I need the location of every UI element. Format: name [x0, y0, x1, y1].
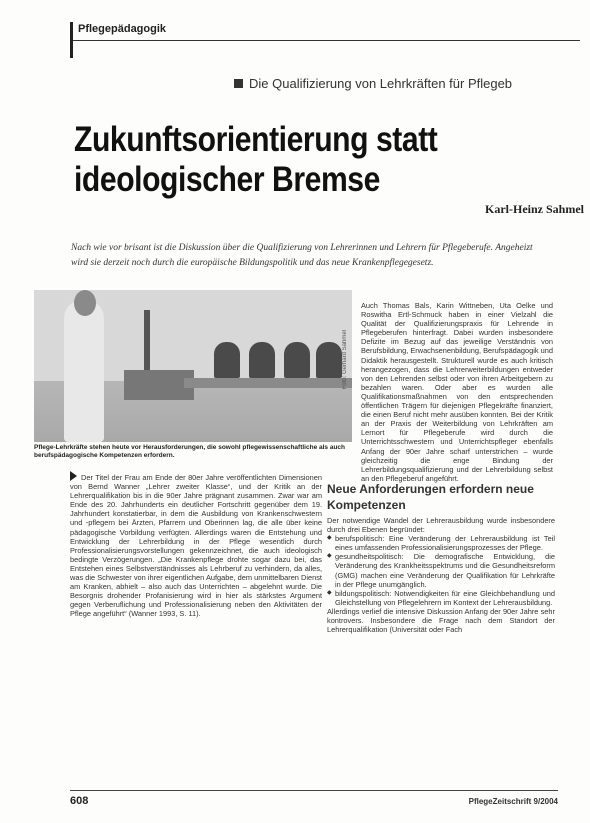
photo-credit: Foto: Gerhard Sahmel — [342, 330, 348, 390]
title-line-2: ideologischer Bremse — [74, 160, 380, 199]
kicker-text: Die Qualifizierung von Lehrkräften für Pflegeb — [249, 76, 513, 91]
arrow-right-icon — [70, 471, 77, 481]
bullet-item: ◆ bildungspolitisch: Notwendigkeiten für eine Gleichbehandlung und Gleichstellung von Pflegelehrern im Kontext der Lehrerausbildung. — [327, 589, 555, 607]
footer-rule — [70, 790, 558, 791]
title-line-1: Zukunftsorientierung statt — [74, 120, 438, 159]
photo-lecturer — [64, 300, 104, 442]
page-number: 608 — [70, 795, 89, 807]
body-column-right-bottom — [327, 516, 555, 634]
section-rule — [70, 22, 73, 58]
article-title — [74, 120, 437, 200]
body-column-left — [70, 471, 322, 619]
article-kicker — [234, 76, 512, 91]
body-paragraph: Der notwendige Wandel der Lehrerausbildung wurde insbesondere durch drei Ebenen begründet: — [327, 516, 555, 535]
journal-name: PflegeZeitschrift 9/2004 — [468, 797, 558, 806]
photo-student — [284, 342, 310, 378]
lead-paragraph: Nach wie vor brisant ist die Diskussion über die Qualifizierung von Lehrerinnen und Lehrern für Pflegeberufe. Angeheizt wird sie derzeit noch durch die europäische Bildungspolitik und das neue Krankenpflegegesetz. — [71, 243, 533, 268]
photo-lecturer-head — [74, 290, 96, 316]
photo-student — [316, 342, 342, 378]
photo-student — [214, 342, 240, 378]
classroom-photo — [34, 290, 352, 442]
author-byline: Karl-Heinz Sahmel — [485, 202, 584, 216]
body-paragraph: Auch Thomas Bals, Karin Wittneben, Uta Oelke und Roswitha Ertl-Schmuck haben in einer Vielzahl die Qualität der Qualifizierungspraxis für Lehrende in Pflegeberufen hinterfragt. Dabei wurden insbesondere Defizite im Bezug auf das jeweilige Verständnis von Berufsbildung, Erwachsenenbildung, Berufspädagogik und Didaktik herausgestellt. Strukturell wurde es auch kritisch herangezogen, dass die Lehrerweiterbildungen entweder von den Lehrenden selbst oder von ihren Arbeitgebern zu bezahlen waren. Oder aber es wurden alle Qualifikationsmaßnahmen von den entsprechenden öffentlichen Trägern für diejenigen Pflegekräfte finanziert, die einen Beruf nicht mehr ausüben konnten. Bei der Kritik an der Praxis der Weiterbildung von Lehrkräften am Lernort für Pflegeberufe wird durch die Unterrichtsschwestern und Unterrichtspfleger ebenfalls Anfang der 90er Jahre scharf unterstrichen – wurde gleichzeitig die enge Bindung der Lehrerbildungsqualifizierung und der Lehrerbildung selbst an den Pflegeberuf angeführt. — [361, 301, 553, 483]
body-paragraph: Allerdings verlief die intensive Diskussion Anfang der 90er Jahre sehr kontrovers. Insbesondere die Frage nach dem Standort der Lehrerqualifikation (Universität oder Fach — [327, 606, 555, 635]
photo-caption: Pflege-Lehrkräfte stehen heute vor Herausforderungen, die sowohl pflegewissenschaftliche als auch berufspädagogische Kompetenzen erfordern. — [34, 444, 345, 459]
photo-student — [249, 342, 275, 378]
bullet-item: ◆ gesundheitspolitisch: Die demografische Entwicklung, die Veränderung des Krankheitsspektrums und die Gesundheitsreform (GMG) machen eine Veränderung der Qualifikation für Lehrkräfte in der Pflege unumgänglich. — [327, 552, 555, 588]
photo-table — [184, 378, 352, 388]
square-bullet-icon — [234, 79, 243, 88]
body-paragraph — [70, 471, 322, 619]
section-label: Pflegepädagogik — [78, 23, 167, 35]
section-header — [70, 22, 580, 41]
body-column-right-top — [361, 301, 553, 483]
subheading: Neue Anforderungen erfordern neue Kompetenzen — [327, 482, 534, 512]
bullet-list — [327, 534, 555, 607]
left-column-text: Der Titel der Frau am Ende der 80er Jahre veröffentlichten Dimensionen von Bernd Wanner „Lehrer zweiter Klasse“, und der Kritik an der Lehrerqualifikation bis in die 90er Jahre prägnant zusammen. Zwar war am Ende des 20. Jahrhunderts ein deutlicher Fortschritt gegenüber dem 19. Jahrhundert konstatierbar, in dem die Ausbildung von Krankenschwestern und -pflegern bei Ärzten, Pfarrern und Oberinnen lag, die alle über keine pädagogische Vorbildung verfügten. Allerdings waren die Entstehung und Entwicklung der Lehrerbildung in der Pflege wesentlich durch Professionalisierungsvorstellungen gekennzeichnet, die auch ideologisch bedingte Verzögerungen. „Die Krankenpflege drohte sogar dazu bei, das Entstehen eines Selbstverständnisses als Lehrberuf zu verhindern, da alles, was die Schwester von ihrer eigentlichen Aufgabe, dem unmittelbaren Dienst am Kranken, abhielt – also auch das Unterrichten – abgelehnt wurde. Die Besorgnis drohender Profanisierung wird in hier als stärkstes Argument gegen Verberuflichung und Professionalisierung neben den Aktivitäten der Pflege angeführt“ (Wanner 1993, S. 11). — [70, 473, 322, 619]
bullet-item: ◆ berufspolitisch: Eine Veränderung der Lehrerausbildung ist Teil eines umfassenden Professionalisierungsprozesses der Pflege. — [327, 534, 555, 552]
